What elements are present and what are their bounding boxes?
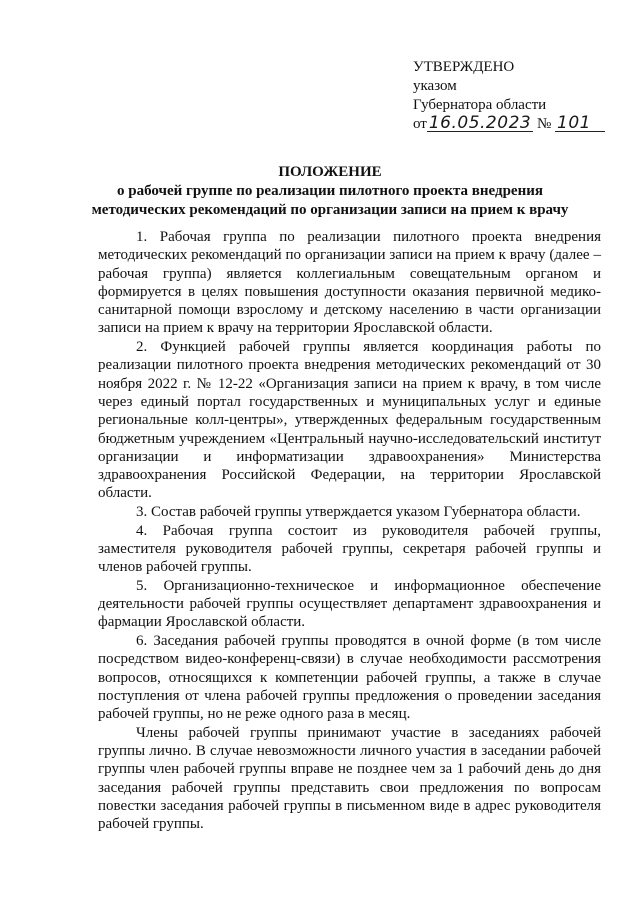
approval-date-number bbox=[413, 115, 613, 134]
approval-number-sign: № bbox=[536, 116, 552, 132]
paragraph-4: 4. Рабочая группа состоит из руководителя рабочей группы, заместителя руководителя рабочей группы, секретаря рабочей группы и членов рабочей группы. bbox=[98, 522, 601, 576]
approval-authority: Губернатора области bbox=[413, 97, 547, 113]
document-body bbox=[98, 228, 601, 834]
title-subtitle-line-2: методических рекомендаций по организации записи на прием к врачу bbox=[91, 202, 569, 218]
paragraph-3: 3. Состав рабочей группы утверждается указом Губернатора области. bbox=[136, 504, 581, 521]
approval-stamp bbox=[413, 58, 613, 134]
paragraph-5: 5. Организационно-техническое и информационное обеспечение деятельности рабочей группы осуществляет департамент здравоохранения и фармации Ярославской области. bbox=[98, 577, 601, 631]
title-main: ПОЛОЖЕНИЕ bbox=[278, 164, 382, 180]
paragraph-1: 1. Рабочая группа по реализации пилотного проекта внедрения методических рекомендаций по организации записи на прием к врачу (далее – рабочая группа) является коллегиальным совещательным органом и формируется в целях повышения доступности оказания первичной медико-санитарной помощи взрослому и детскому населению в части организации записи на прием к врачу на территории Ярославской области. bbox=[98, 229, 601, 337]
document-title bbox=[60, 163, 600, 220]
approval-heading: УТВЕРЖДЕНО bbox=[413, 59, 515, 75]
title-subtitle-line-1: о рабочей группе по реализации пилотного проекта внедрения bbox=[117, 183, 543, 199]
paragraph-2: 2. Функцией рабочей группы является координация работы по реализации пилотного проекта внедрения методических рекомендаций от 30 ноября 2022 г. № 12-22 «Организация записи на прием к врачу, в том числе через единый портал государственных и муниципальных услуг и единые региональные колл-центры», утвержденных федеральным государственным бюджетным учреждением «Центральный научно-исследовательский институт организации и информатизации здравоохранения» Министерства здравоохранения Российской Федерации, на территории Ярославской области. bbox=[98, 339, 601, 502]
approval-number: 101 bbox=[555, 115, 605, 132]
approval-date: 16.05.2023 bbox=[428, 113, 532, 133]
approval-from-label: от bbox=[413, 116, 427, 132]
approval-by-decree: указом bbox=[413, 78, 457, 94]
paragraph-7: Члены рабочей группы принимают участие в заседаниях рабочей группы лично. В случае невозможности личного участия в заседании рабочей группы член рабочей группы вправе не позднее чем за 1 рабочий день до дня заседания рабочей группы представить свои предложения по вопросам повестки заседания рабочей группы в письменном виде в адрес руководителя рабочей группы. bbox=[98, 724, 601, 833]
paragraph-6: 6. Заседания рабочей группы проводятся в очной форме (в том числе посредством видео-конференц-связи) в случае необходимости рассмотрения вопросов, относящихся к компетенции рабочей группы, а также в случае поступления от члена рабочей группы предложения о проведении заседания рабочей группы, но не реже одного раза в месяц. bbox=[98, 633, 601, 723]
